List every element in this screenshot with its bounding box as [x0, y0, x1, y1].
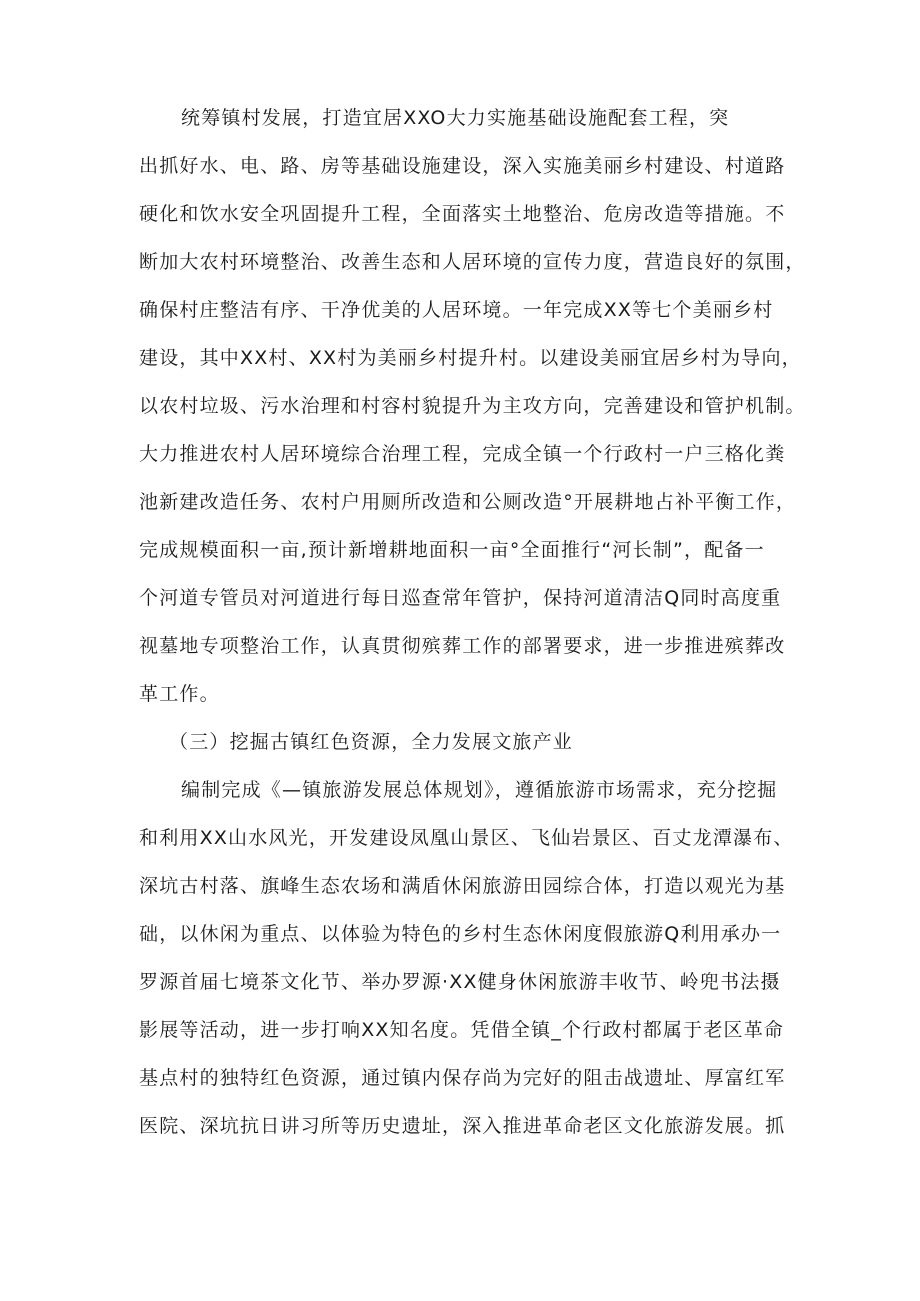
paragraph-line: 池新建改造任务、农村户用厕所改造和公厕改造°开展耕地占补平衡工作，	[139, 491, 797, 513]
paragraph-line: 出抓好水、电、路、房等基础设施建设，深入实施美丽乡村建设、村道路	[139, 155, 786, 177]
paragraph-line: 编制完成《—镇旅游发展总体规划》，遵循旅游市场需求，充分挖掘	[181, 779, 778, 801]
paragraph-line: 础，以休闲为重点、以体验为特色的乡村生态休闲度假旅游Q利用承办一	[139, 923, 782, 945]
paragraph-line: 深坑古村落、旗峰生态农场和满盾休闲旅游田园综合体，打造以观光为基	[139, 875, 786, 897]
paragraph-line: 断加大农村环境整治、改善生态和人居环境的宣传力度，营造良好的氛围，	[139, 251, 806, 273]
paragraph-line: 罗源首届七境茶文化节、举办罗源·XX健身休闲旅游丰收节、岭兜书法摄	[139, 971, 781, 993]
paragraph-line: 建设，其中XX村、XX村为美丽乡村提升村。以建设美丽宜居乡村为导向，	[139, 347, 802, 369]
paragraph-line: 基点村的独特红色资源，通过镇内保存尚为完好的阻击战遗址、厚富红军	[139, 1067, 786, 1089]
paragraph-line: 革工作。	[139, 683, 220, 705]
paragraph-line: 视墓地专项整治工作，认真贯彻殡葬工作的部署要求，进一步推进殡葬改	[139, 635, 786, 657]
paragraph-line: 完成规模面积一亩,预计新增耕地面积一亩°全面推行“河长制”，配备一	[139, 539, 765, 561]
paragraph-line: 影展等活动，进一步打响XX知名度。凭借全镇_个行政村都属于老区革命	[139, 1019, 785, 1041]
paragraph-line: 大力推进农村人居环境综合治理工程，完成全镇一个行政村一户三格化粪	[139, 443, 786, 465]
paragraph-line: 硬化和饮水安全巩固提升工程，全面落实土地整治、危房改造等措施。不	[139, 203, 786, 225]
paragraph-line: 医院、深坑抗日讲习所等历史遗址，深入推进革命老区文化旅游发展。抓	[139, 1115, 786, 1137]
paragraph-line: 以农村垃圾、污水治理和村容村貌提升为主攻方向，完善建设和管护机制。	[139, 395, 806, 417]
paragraph-line: 个河道专管员对河道进行每日巡查常年管护，保持河道清洁Q同时高度重	[139, 587, 782, 609]
paragraph-line: 确保村庄整洁有序、干净优美的人居环境。一年完成XX等七个美丽乡村	[139, 299, 774, 321]
paragraph-line: 和利用XX山水风光，开发建设凤凰山景区、飞仙岩景区、百丈龙潭瀑布、	[139, 827, 794, 849]
paragraph-line: 统筹镇村发展，打造宜居XXO大力实施基础设施配套工程，突	[181, 107, 730, 129]
section-heading: （三）挖掘古镇红色资源，全力发展文旅产业	[169, 731, 574, 753]
